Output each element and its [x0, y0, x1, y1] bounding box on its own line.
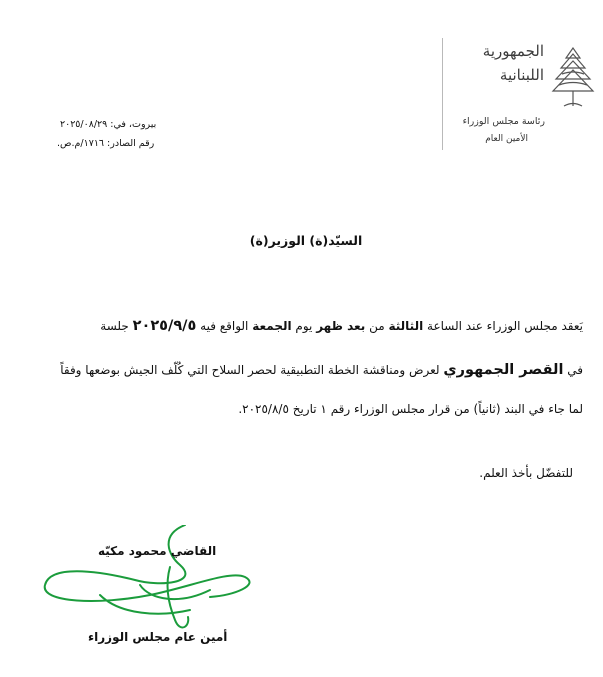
- meeting-date: ٢٠٢٥/٩/٥: [132, 318, 197, 334]
- secretary-general-label: الأمين العام: [485, 134, 528, 144]
- body-text: من: [365, 319, 389, 333]
- body-text: في: [563, 363, 583, 377]
- reference-number: رقم الصادر: ١٧١٦/م.ص.: [57, 138, 155, 149]
- signer-title: أمين عام مجلس الوزراء: [88, 630, 228, 644]
- body-text: يَعقد مجلس الوزراء عند الساعة: [423, 319, 583, 333]
- header-divider: [442, 38, 443, 150]
- salutation: السيّد(ة) الوزير(ة): [249, 233, 363, 248]
- presidency-label: رئاسة مجلس الوزراء: [462, 116, 545, 127]
- handwritten-signature: [40, 525, 270, 645]
- meeting-venue: القصر الجمهوري: [443, 362, 564, 378]
- body-emphasis: الجمعة: [252, 319, 292, 333]
- letterhead: [442, 38, 602, 153]
- republic-title-line2: اللبنانية: [499, 66, 544, 84]
- body-text: جلسة: [100, 319, 133, 333]
- closing-line: للتفضّل بأخذ العلم.: [479, 466, 573, 480]
- body-line-2: [60, 362, 583, 378]
- body-emphasis: بعد ظهر: [316, 319, 366, 333]
- body-text: الواقع فيه: [196, 319, 253, 333]
- republic-title-line1: الجمهورية: [482, 42, 544, 60]
- signer-name: القاضي محمود مكيّه: [98, 544, 217, 558]
- body-line-1: [100, 318, 583, 334]
- body-text: لعرض ومناقشة الخطة التطبيقية لحصر السلاح التي كُلّف الجيش بوضعها وفقاً: [60, 363, 444, 377]
- cedar-emblem-icon: [550, 46, 596, 110]
- body-emphasis: الثالثة: [388, 319, 424, 333]
- body-line-3: لما جاء في البند (ثانياً) من قرار مجلس الوزراء رقم ١ تاريخ ٢٠٢٥/٨/٥.: [238, 402, 583, 416]
- body-text: يوم: [291, 319, 317, 333]
- letter-date: بيروت، في: ٢٠٢٥/٠٨/٢٩: [60, 119, 157, 130]
